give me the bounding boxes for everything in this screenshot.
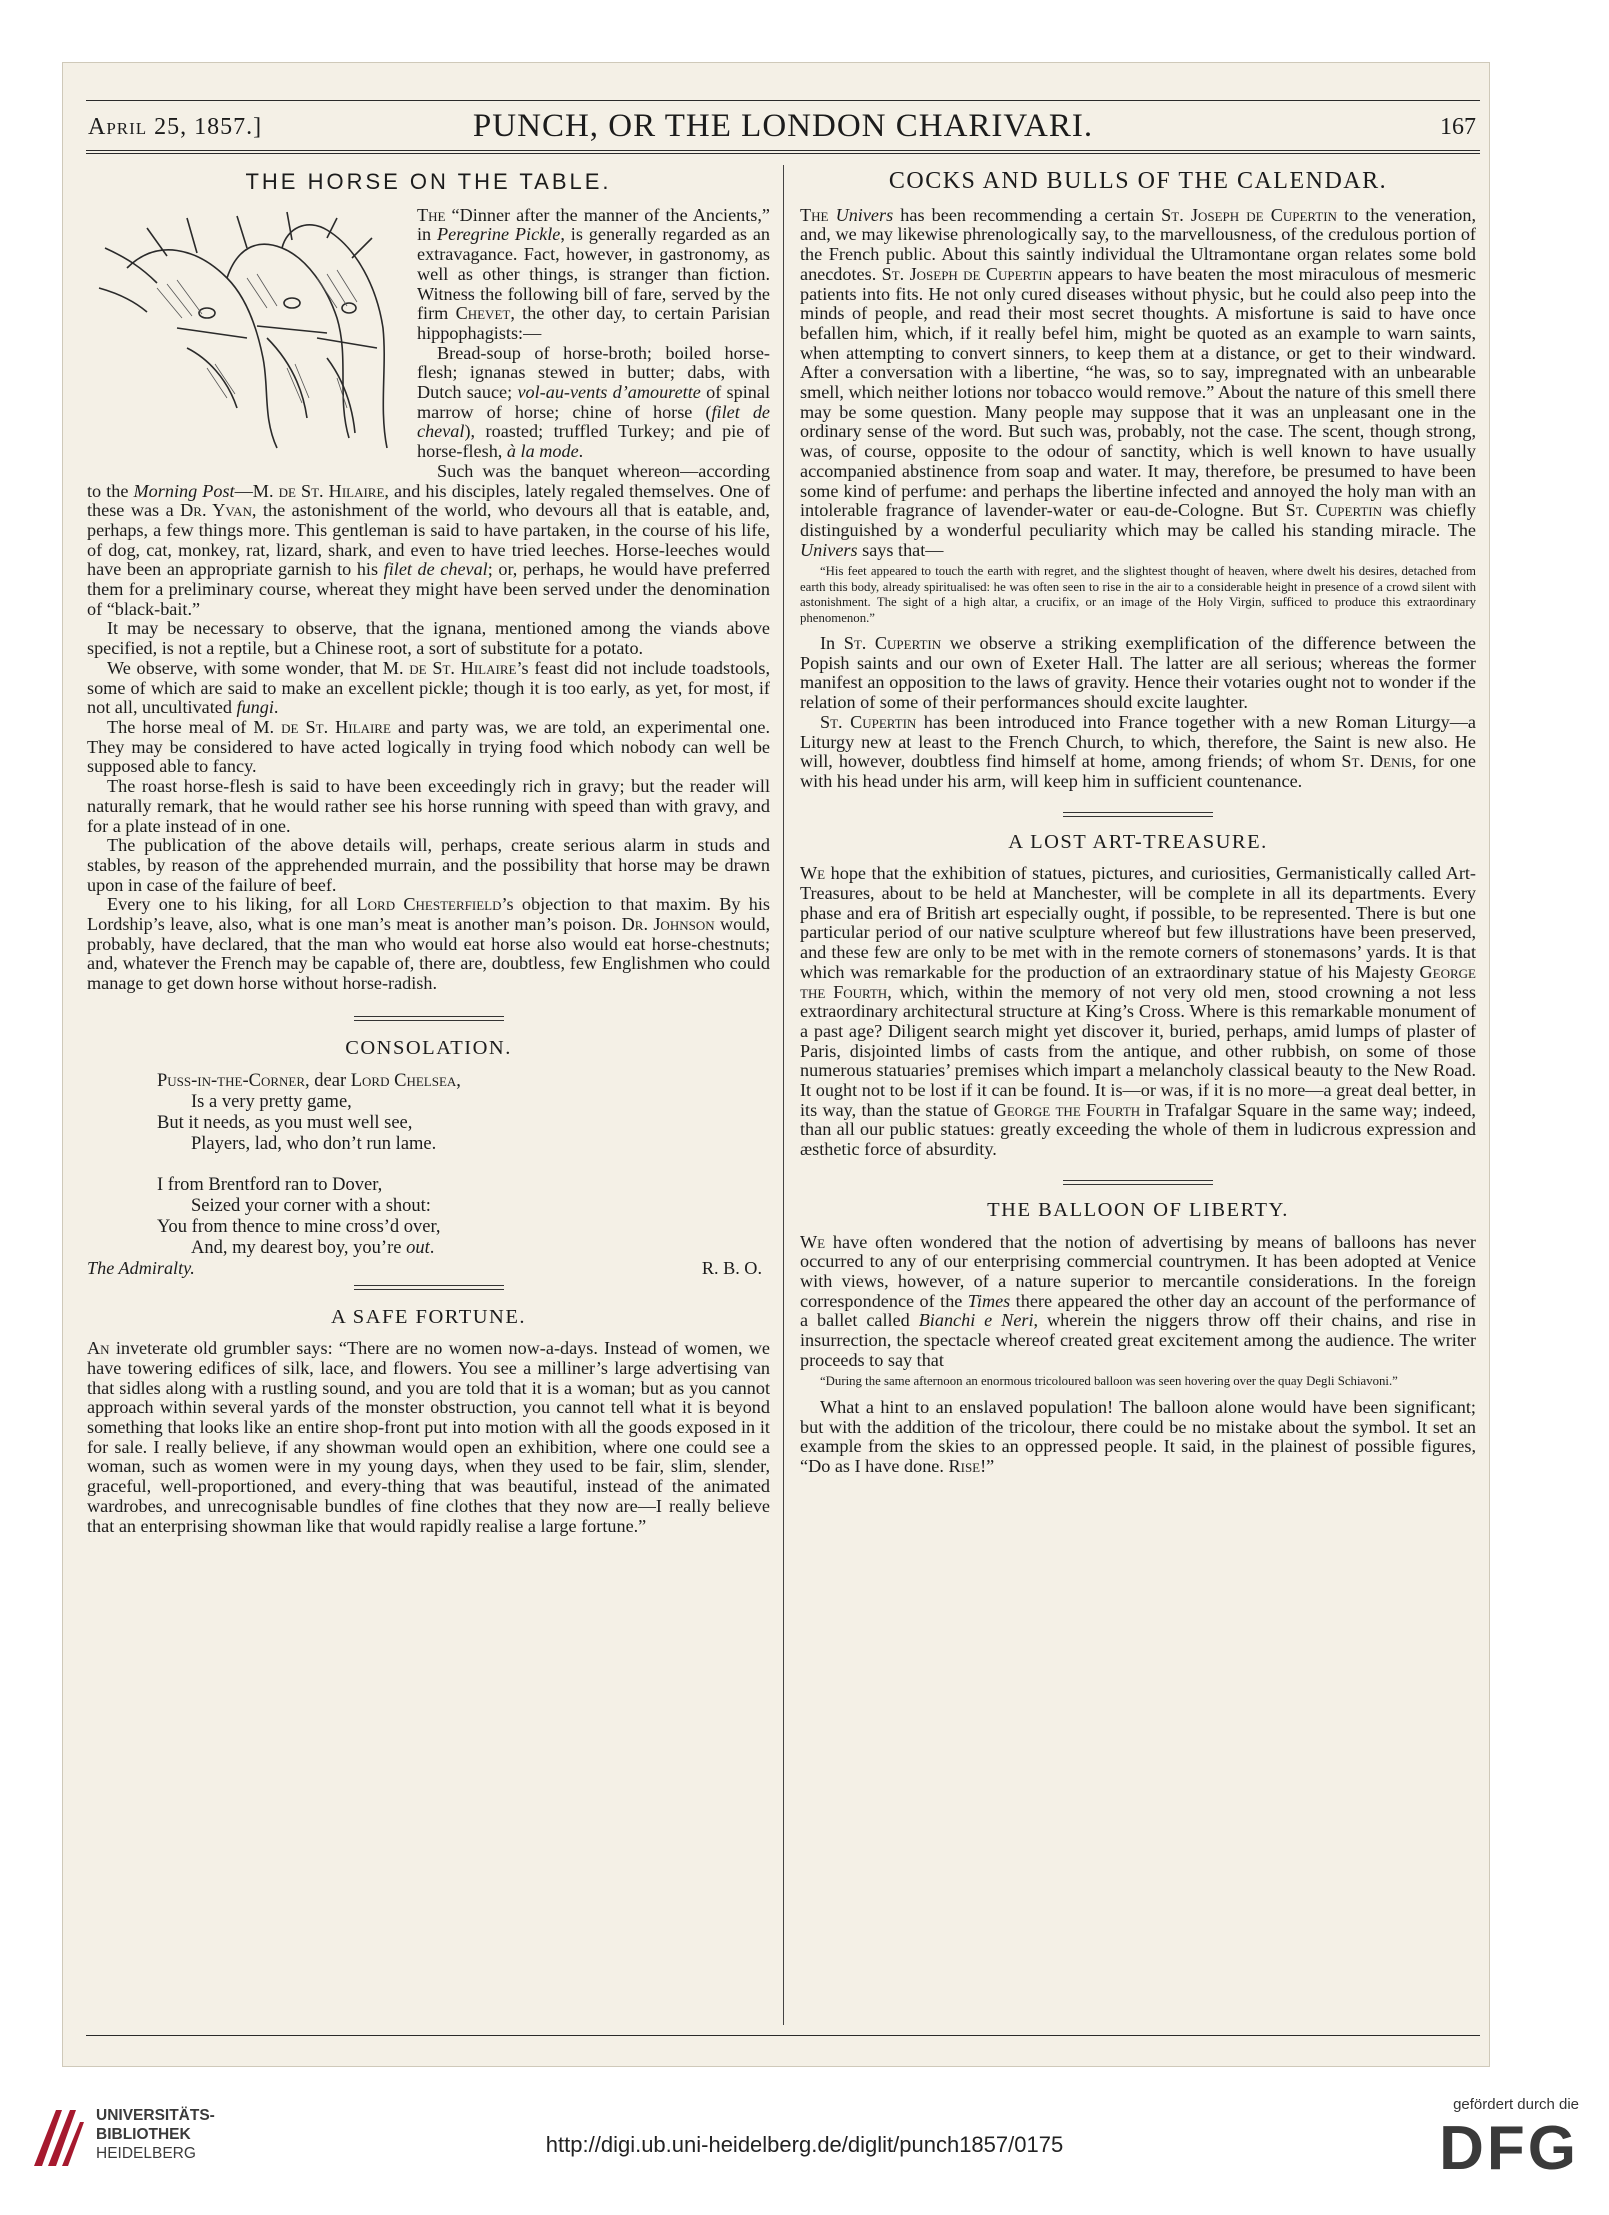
text: , for one with his head under his arm, will keep him in sufficient countenance. xyxy=(800,751,1476,791)
source-url-link[interactable]: http://digi.ub.uni-heidelberg.de/diglit/punch1857/0175 xyxy=(545,2132,1064,2157)
header-date: April 25, 1857.] xyxy=(88,114,263,140)
name-text: St. Denis xyxy=(1341,751,1413,772)
italic-text: Morning Post xyxy=(133,480,235,501)
dropword: The xyxy=(800,204,829,225)
text: inveterate old grumbler says: “There are no women now-a-days. Instead of women, we have towering edifices of silk, lace, and flowers. You see a milliner’s large advertising van that sidles along with a rustling sound, and you are told that it is a woman; but as you cannot approach within several yards of the monster obstruction, you cannot tell what it is beyond something that looks like an entire shop-front put into motion with all the goods exposed in it for sale. I really believe, if any showman would open an exhibition, where one could see a woman, such as women were in my young days, when they used to be fair, slim, slender, graceful, well-proportioned, and every-thing that was beautiful, instead of the animated wardrobes, and unrecognisable bundles of fine clothes that they now are—I really believe that an enterprising showman like that would rapidly realise a large fortune.” xyxy=(87,1338,770,1536)
right-column xyxy=(800,168,1477,1477)
name-text: George the Fourth xyxy=(800,961,1476,1002)
footnote-text: “His feet appeared to touch the earth with regret, and the slightest thought of heaven, where dwelt his desires, detached from earth this body, already spiritualised: he was often seen to rise in the air to a considerable height in presence of a crowd silent with astonishment. The sight of a high altar, a crucifix, or an image of the Holy Virgin, sufficed to produce this extraordinary phenomenon.” xyxy=(800,564,1476,625)
signature-place: The Admiralty. xyxy=(87,1257,195,1278)
library-name-line: UNIVERSITÄTS- xyxy=(96,2107,215,2124)
text: has been introduced into France together with a new Roman Liturgy—a Liturgy new at least to the French Church, to which, therefore, the Saint is new also. He will, however, doubtless find himself at home, among friends; of whom xyxy=(800,711,1477,772)
text: ; or, perhaps, he would have preferred them for a preliminary course, whereat they might have been served under the denomination of “black-bait.” xyxy=(87,559,770,619)
digitization-footer xyxy=(0,2070,1609,2215)
horse-heads-illustration xyxy=(87,208,399,466)
text: , dear xyxy=(305,1070,351,1091)
dropword: An xyxy=(87,1338,110,1359)
text: What a hint to an enslaved population! The balloon alone would have been significant; but with the addition of the tricolour, there could be no mistake about the symbol. It set an example from the skies to an oppressed people. It said, in the plainest of possible figures, “Do as I have done. xyxy=(800,1396,1476,1476)
text: , wherein the niggers throw off their chains, and rise in insurrection, the spectacle whereof created great excitement among the audience. The writer proceeds to say that xyxy=(800,1310,1477,1370)
italic-text: filet de cheval xyxy=(417,401,770,442)
library-name-line: BIBLIOTHEK xyxy=(96,2126,191,2143)
text: was chiefly distinguished by a wonderful peculiarity which may be called his standing miracle. The xyxy=(800,500,1477,540)
dfg-logo: DFG xyxy=(1439,2114,1579,2183)
column-divider xyxy=(783,165,784,2025)
header-rule xyxy=(86,150,1480,151)
article-heading-cocks: COCKS AND BULLS OF THE CALENDAR. xyxy=(888,168,1388,194)
article-heading-horse: THE HORSE ON THE TABLE. xyxy=(245,169,612,194)
name-text: de St. Hilaire xyxy=(409,657,517,678)
name-text: St. Joseph de Cupertin xyxy=(1161,204,1337,225)
italic-text: Univers xyxy=(835,204,894,225)
text: has been recommending a certain xyxy=(893,204,1162,225)
name-text: St. Joseph de Cupertin xyxy=(881,263,1053,284)
poem-line: Is a very pretty game, xyxy=(191,1091,352,1112)
italic-text: filet de cheval xyxy=(383,559,488,580)
name-text: St. Cupertin xyxy=(820,711,917,732)
italic-text: Times xyxy=(967,1290,1011,1311)
article-heading-fortune: A SAFE FORTUNE. xyxy=(331,1305,526,1328)
name-text: Lord Chesterfield xyxy=(356,894,502,915)
name-text: George the Fourth xyxy=(993,1099,1141,1120)
text: , which, within the memory of not very old men, stood crowning a not less extraordinary architectural structure at King’s Cross. Where is this remarkable monument of a past age? Diligent search might yet discover it, buried, perhaps, amid lumps of plaster of Paris, disjointed limbs of casts from the antique, and other rubbish, on some of those numerous statuaries’ premises which impart a melancholy classical beauty to the New Road. It ought not to be lost if it can be found. It is—or was, if it is no more—a great deal better, in its way, than the statue of xyxy=(800,981,1476,1120)
text: . xyxy=(578,441,584,462)
paragraph: It may be necessary to observe, that the ignana, mentioned among the viands above specified, is not a reptile, but a Chinese root, a sort of substitute for a potato. xyxy=(87,618,770,659)
section-rule xyxy=(1063,1180,1213,1185)
name-text: de St. Hilaire xyxy=(278,480,385,501)
name-text: Puss-in-the-Corner xyxy=(157,1070,306,1091)
italic-text: fungi xyxy=(236,697,274,718)
article-heading-balloon: THE BALLOON OF LIBERTY. xyxy=(987,1198,1289,1221)
poem-line: I from Brentford ran to Dover, xyxy=(157,1174,383,1195)
text: . xyxy=(273,697,279,718)
text: , the other day, to certain Parisian hippophagists:— xyxy=(417,303,770,343)
page-header xyxy=(88,108,1478,148)
poem-line: But it needs, as you must well see, xyxy=(157,1112,413,1133)
masthead-title: PUNCH, OR THE LONDON CHARIVARI. xyxy=(472,108,1094,144)
article-heading-lost: A LOST ART-TREASURE. xyxy=(1008,830,1268,853)
text: ’s feast did not include toadstools, some of which are said to make an excellent pickle; though it is too early, as yet, for most, if not all, uncultivated xyxy=(87,657,770,718)
text: there appeared the other day an account of the performance of a ballet called xyxy=(800,1290,1476,1331)
text: Every one to his liking, for all xyxy=(107,894,357,915)
text: hope that the exhibition of statues, pictures, and curiosities, Germanistically called Art-Treasures, about to be held at Manchester, will be complete in all its departments. Every phase and era of British art especially ought, if possible, to be represented. There is but one particular period of our native sculpture whereof but few illustrations have been preserved, and these few are only to be met with in the remote corners of stonemasons’ yards. It is that which was remarkable for the production of an extraordinary statue of his Majesty xyxy=(800,863,1476,982)
text: Such was the banquet whereon—according to the xyxy=(87,460,770,501)
name-text: St. Cupertin xyxy=(843,632,942,653)
quoted-footnote xyxy=(800,564,1476,626)
text: We observe, with some wonder, that M. xyxy=(107,657,410,678)
text: appears to have beaten the most miraculous of mesmeric patients into fits. He not only cured diseases without physic, but he could also peep into the minds of people, and read their most secret thoughts. A misfortune is said to have once befallen him, which, if it really befel him, might be quoted as an example to warn saints, when attempting to convert sinners, to keep them at a distance, or get to their windward. After a conversation with a libertine, “he was, so to say, impregnated with an unbearable smell, which neither lotions nor tobacco would remove.” About the nature of this smell there may be some question. Many people may suppose that it was an unpleasant one in the ordinary sense of the word. But such was, probably, not the case. The scent, though strong, was, of course, opposite to the odour of sanctity, which is well known to have usually accompanied abstinence from soap and water. It may, therefore, be presumed to have been some kind of perfume: and perhaps the libertine infected and annoyed the holy man with an intolerable fragrance of lavender-water or eau-de-Cologne. But xyxy=(800,263,1476,521)
text: . xyxy=(429,1237,435,1258)
text: Bread-soup of horse-broth; boiled horse-flesh; ignanas stewed in butter; dabs, with Dutch sauce; xyxy=(417,342,770,403)
text: would, probably, have declared, that the man who would eat horse also would eat horse-chestnuts; and, whatever the French may be capable of, there are, doubtless, few Englishmen who could manage to get down horse without horse-radish. xyxy=(87,914,770,994)
section-rule xyxy=(354,1016,504,1021)
poem-line: You from thence to mine cross’d over, xyxy=(157,1216,441,1237)
text: !” xyxy=(980,1456,995,1476)
text: The horse meal of M. xyxy=(107,716,282,737)
text: ), roasted; truffled Turkey; and pie of horse-flesh, xyxy=(417,421,770,462)
italic-text: Bianchi e Neri xyxy=(918,1310,1034,1331)
text: “Dinner after the manner of the Ancients,” in xyxy=(417,204,770,245)
text: to the veneration, and, we may likewise phrenologically say, to the marvellousness, of the credulous portion of the French public. About this saintly individual the Ultramontane organ relates some bold anecdotes. xyxy=(800,204,1476,284)
top-rule xyxy=(86,100,1480,101)
section-rule xyxy=(354,1285,504,1290)
name-text: Dr. Yvan xyxy=(180,500,252,521)
name-text: Rise xyxy=(948,1456,981,1476)
text: in Trafalgar Square in the same way; indeed, than all our public statues: greatly exceeding the whole of them in ludicrous expression and æsthetic force of absurdity. xyxy=(800,1099,1476,1160)
name-text: Dr. Johnson xyxy=(621,914,715,935)
text: , is generally regarded as an extravagance. Fact, however, in gastronomy, as well as other things, is stranger than fiction. Witness the following bill of fare, served by the firm xyxy=(417,224,770,324)
text: , and his disciples, lately regaled themselves. One of these was a xyxy=(87,480,770,521)
dropword: We xyxy=(800,1231,826,1252)
italic-text: à la mode xyxy=(506,441,579,462)
text: says that— xyxy=(857,539,944,560)
footnote-text: “During the same afternoon an enormous tricoloured balloon was seen hovering over the quay Degli Schiavoni.” xyxy=(820,1374,1398,1389)
italic-text: Univers xyxy=(800,539,858,560)
paragraph: The publication of the above details will, perhaps, create serious alarm in studs and stables, by reason of the apprehended murrain, and the possibility that horse may be drawn upon in case of the failure of beef. xyxy=(87,835,770,895)
poem-line: Players, lad, who don’t run lame. xyxy=(191,1133,437,1154)
text: , the astonishment of the world, who devours all that is eatable, and, perhaps, a few things more. This gentleman is said to have partaken, in the course of his life, of dog, cat, monkey, rat, lizard, shark, and even to have tried leeches. Horse-leeches would have been an appropriate garnish to his xyxy=(87,500,770,580)
text: we observe a striking exemplification of the difference between the Popish saints and our own of Exeter Hall. The latter are all serious; whereas the former manifest an opposition to the laws of gravity. Hence their votaries ought not to wonder if the relation of some of their performances should excite laughter. xyxy=(800,632,1476,713)
name-text: de St. Hilaire xyxy=(281,716,391,737)
signature-line xyxy=(87,1259,770,1281)
page-number: 167 xyxy=(1440,114,1476,140)
dropword: The xyxy=(417,204,446,225)
paragraph: The roast horse-flesh is said to have been exceedingly rich in gravy; but the reader will naturally remark, that he would rather see his horse running with speed than with gravy, and for a plate instead of in one. xyxy=(87,776,770,836)
dropword: We xyxy=(800,863,826,884)
library-name-line: HEIDELBERG xyxy=(96,2145,196,2162)
text: , xyxy=(456,1070,461,1091)
sponsor-caption: gefördert durch die xyxy=(1453,2096,1579,2113)
text: ’s objection to that maxim. By his Lordship’s leave, also, what is one man’s meat is another man’s poison. xyxy=(87,894,770,935)
section-rule xyxy=(1063,812,1213,817)
name-text: St. Cupertin xyxy=(1285,500,1383,521)
text: And, my dearest boy, you’re xyxy=(191,1237,407,1258)
text: have often wondered that the notion of advertising by means of balloons has never occurred to any of our enterprising commercial countrymen. It has been adopted at Venice with views, however, of a nature superior to mercantile considerations. In the foreign correspondence of the xyxy=(800,1231,1476,1311)
italic-text: Peregrine Pickle xyxy=(437,224,561,245)
text: of spinal marrow of horse; chine of horse ( xyxy=(417,382,770,422)
poem xyxy=(157,1071,770,1259)
text: and party was, we are told, an experimental one. They may be considered to have acted logically in trying food which nobody can well be supposed able to fancy. xyxy=(87,716,770,777)
bottom-rule xyxy=(86,2035,1480,2036)
header-rule-double xyxy=(86,153,1480,154)
name-text: Chevet xyxy=(455,303,511,324)
signature-initials: R. B. O. xyxy=(701,1257,762,1278)
left-column xyxy=(87,169,770,1536)
text: In xyxy=(820,632,844,653)
name-text: Lord Chelsea xyxy=(350,1070,457,1091)
poem-line: Seized your corner with a shout: xyxy=(191,1195,431,1216)
italic-text: vol-au-vents d’amourette xyxy=(517,382,701,403)
quoted-footnote xyxy=(800,1374,1476,1389)
text: —M. xyxy=(234,480,279,501)
article-heading-consolation: CONSOLATION. xyxy=(345,1036,512,1059)
italic-text: out xyxy=(406,1237,430,1258)
